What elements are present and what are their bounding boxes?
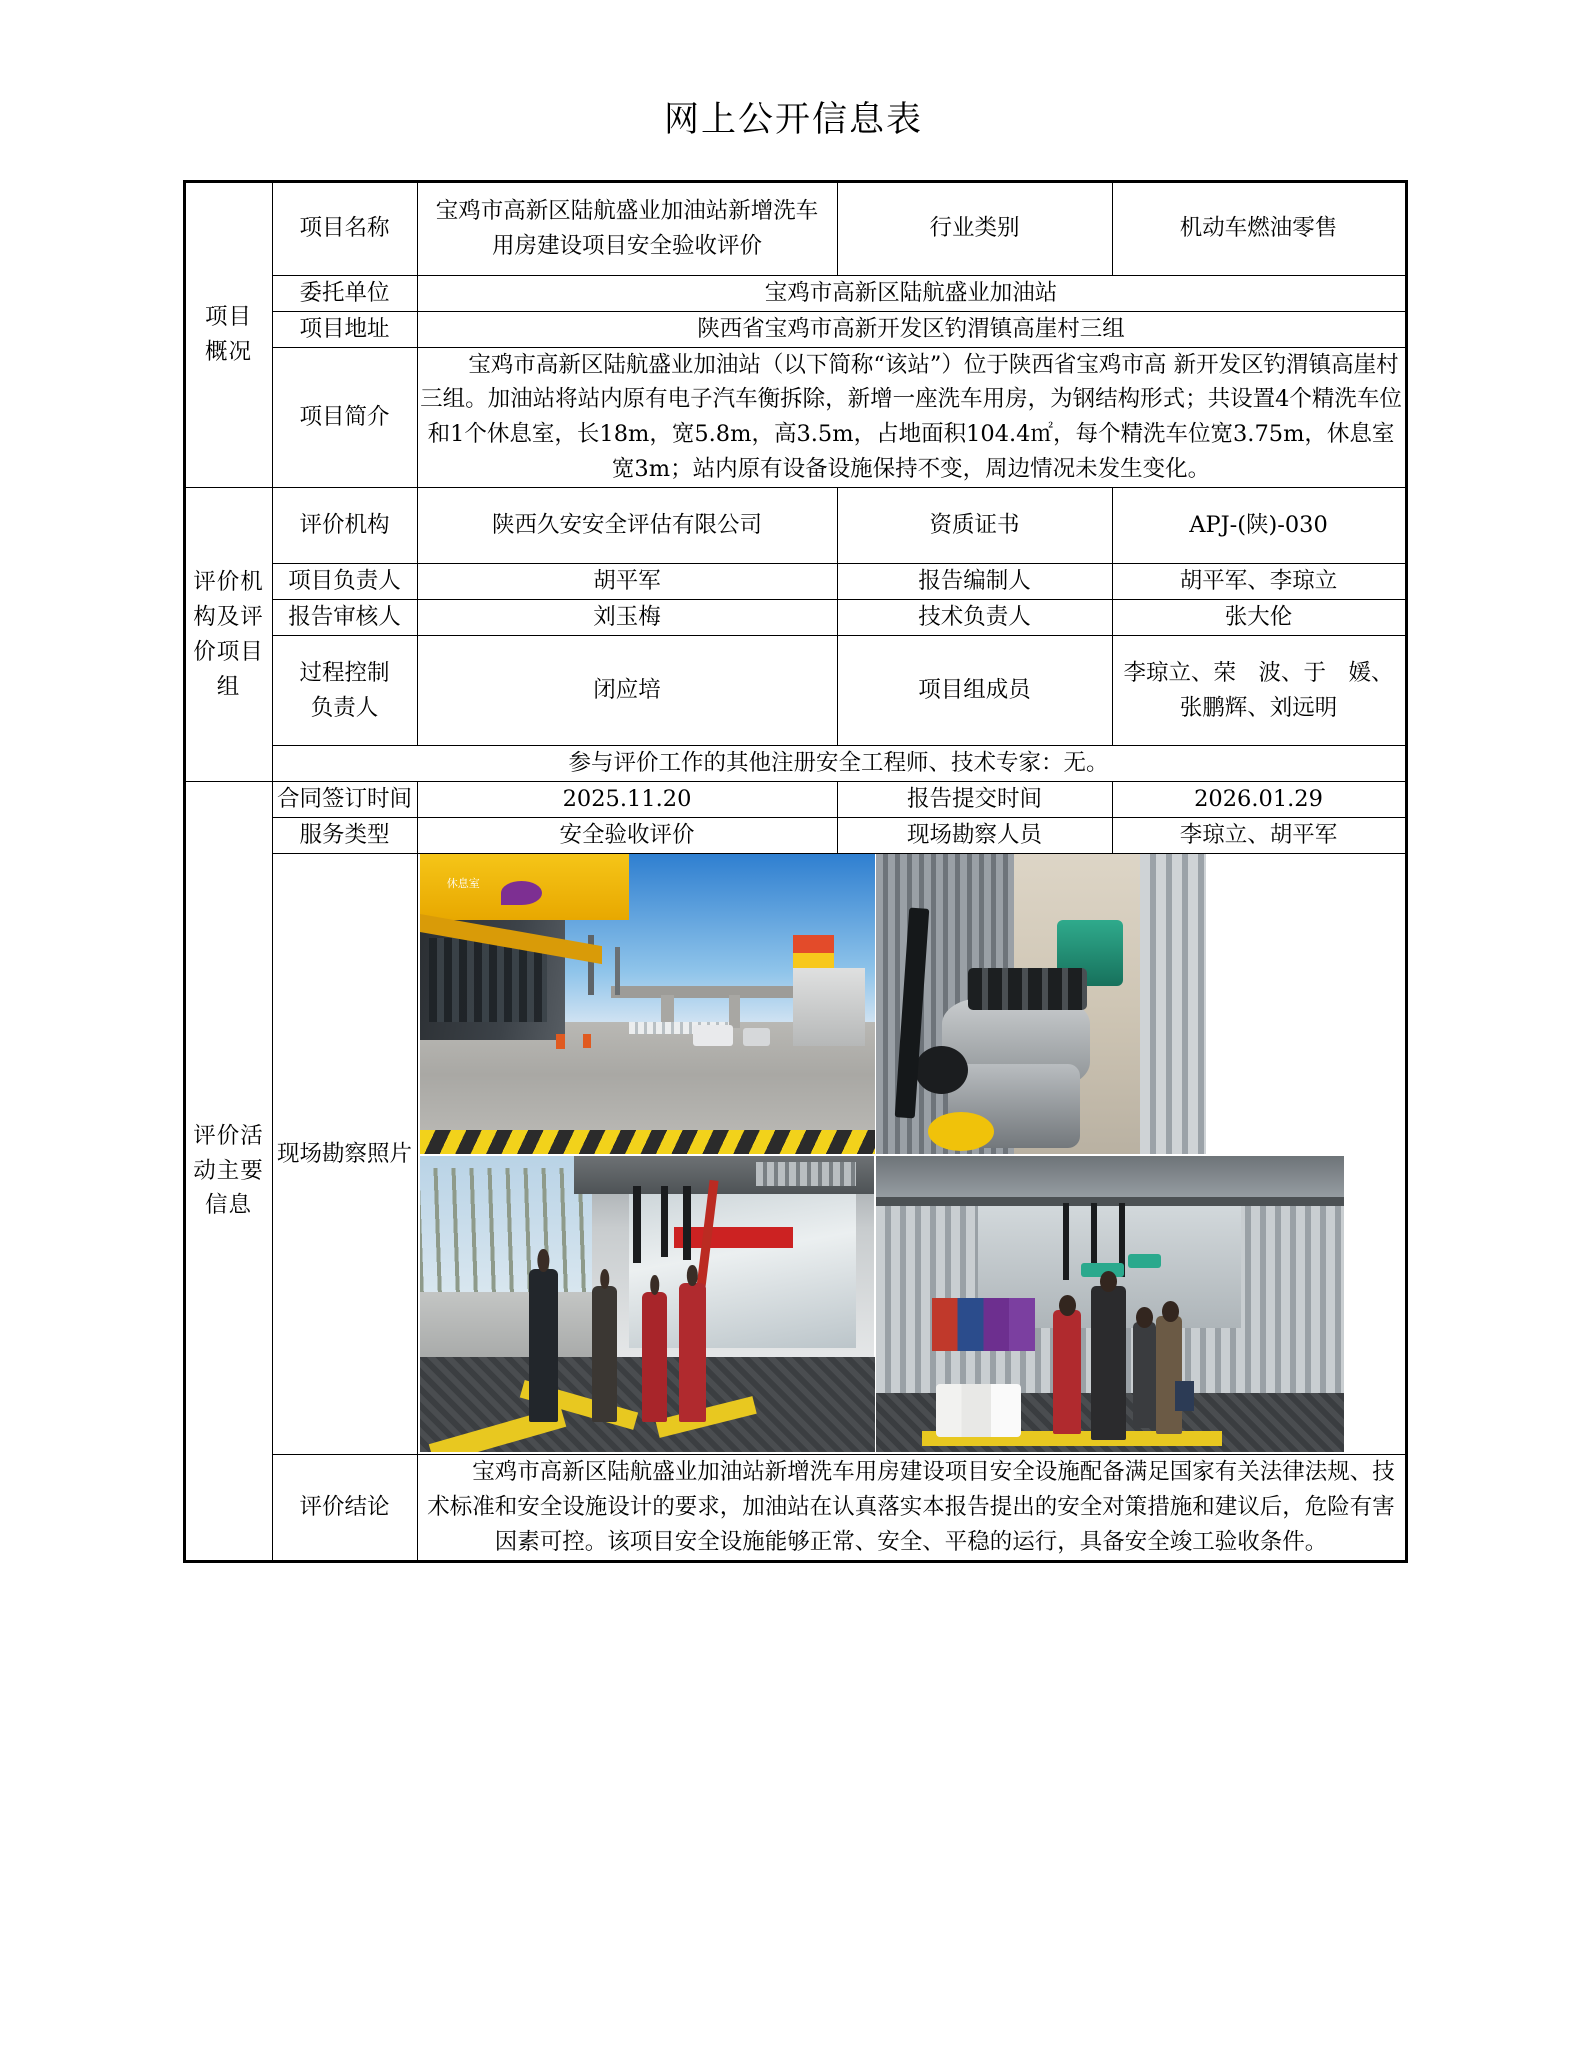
section-label-overview-l1: 项目 [204,304,252,331]
agency-author-label: 报告编制人 [837,563,1112,599]
photo-survey-outside-bay [420,1156,875,1452]
section-label-activity-l3: 信息 [204,1192,252,1219]
table-row [184,275,1406,311]
agency-tech-value: 张大伦 [1112,599,1406,635]
person [679,1283,706,1422]
parked-car [743,1028,770,1046]
section-label-activity [184,782,272,1561]
agency-tech-label: 技术负责人 [837,599,1112,635]
table-row [184,311,1406,347]
person [642,1292,667,1422]
intro-label: 项目简介 [272,347,417,488]
yellow-drum [928,1112,994,1151]
table-row [184,818,1406,854]
info-table-wrapper [183,180,1405,1563]
hanging-towels [932,1298,1035,1351]
contract-date-label: 合同签订时间 [272,782,417,818]
section-label-activity-l2: 动主要 [193,1157,264,1184]
hazard-curb-stripe [420,1130,875,1154]
green-tool-2 [1128,1254,1161,1269]
agency-org-label: 评价机构 [272,488,417,564]
industry-value: 机动车燃油零售 [1112,182,1406,276]
surveyor-value: 李琼立、胡平军 [1112,818,1406,854]
table-row [184,635,1406,746]
table-row [184,782,1406,818]
submit-date-label: 报告提交时间 [837,782,1112,818]
agency-pm-value: 胡平军 [417,563,837,599]
hanging-hose [633,1186,640,1263]
head [1059,1295,1076,1316]
site-survey-photos-cell [417,854,1406,1455]
agency-process-value: 闭应培 [417,635,837,746]
section-label-activity-l1: 评价活 [193,1122,264,1149]
head [687,1265,697,1286]
public-info-table [183,180,1408,1563]
section-label-overview-l2: 概况 [204,339,252,365]
agency-members-value: 李琼立、荣 波、于 媛、张鹏辉、刘远明 [1112,635,1406,746]
hanging-hose-3 [683,1186,690,1260]
section-label-overview [184,182,272,488]
person [529,1269,559,1423]
project-name-value: 宝鸡市高新区陆航盛业加油站新增洗车用房建设项目安全验收评价 [417,182,837,276]
traffic-cone [556,1034,565,1049]
agency-author-value: 胡平军、李琼立 [1112,563,1406,599]
metal-column [1140,854,1206,1154]
service-type-value: 安全验收评价 [417,818,837,854]
conclusion-value: 宝鸡市高新区陆航盛业加油站新增洗车用房建设项目安全设施配备满足国家有关法律法规、技术标准和安全设施设计的要求，加油站在认真落实本报告提出的安全对策措施和建议后，危险有害因素可控。该项目安全设施能够正常、安全、平稳的运行，具备安全竣工验收条件。 [417,1455,1406,1562]
section-label-agency-l4: 组 [216,673,241,700]
photo-collage [418,854,1405,1454]
outside-road [420,1292,602,1357]
photo-station-exterior [420,854,875,1154]
head [1136,1307,1153,1328]
overpass-pier-2 [729,995,740,1028]
table-row [184,347,1406,488]
traffic-cone-2 [583,1034,591,1048]
surveyor-label: 现场勘察人员 [837,818,1112,854]
person [1091,1286,1126,1440]
red-banner [674,1227,792,1248]
agency-cert-value: APJ-(陕)-030 [1112,488,1406,564]
person [592,1286,617,1422]
person [1156,1316,1182,1434]
address-label: 项目地址 [272,311,417,347]
parked-van [693,1025,734,1046]
person [1133,1322,1156,1429]
agency-members-label: 项目组成员 [837,635,1112,746]
table-row [184,854,1406,1455]
hanging-hose-2 [661,1186,668,1257]
section-label-agency-l3: 价项目 [193,638,264,665]
head [600,1269,610,1289]
project-name-label: 项目名称 [272,182,417,276]
far-shop [793,968,866,1046]
table-row [184,746,1406,782]
table-row [184,599,1406,635]
table-row [184,1455,1406,1562]
photos-label: 现场勘察照片 [272,854,417,1455]
table-row [184,488,1406,564]
section-label-agency-l1: 评价机 [193,568,264,595]
service-type-label: 服务类型 [272,818,417,854]
roof-vent [756,1162,856,1186]
section-label-agency [184,488,272,782]
handbag [1175,1381,1194,1411]
photo-wash-equipment [876,854,1206,1154]
section-label-agency-l2: 构及评 [193,603,264,630]
motor-bank [968,968,1087,1010]
table-row [184,182,1406,276]
agency-process-label: 过程控制负责人 [272,635,417,746]
person [1053,1310,1081,1434]
table-row [184,563,1406,599]
industry-label: 行业类别 [837,182,1112,276]
chemical-buckets [936,1384,1020,1437]
page-title: 网上公开信息表 [663,100,923,140]
agency-cert-label: 资质证书 [837,488,1112,564]
head [650,1275,660,1295]
intro-value: 宝鸡市高新区陆航盛业加油站（以下简称“该站”）位于陕西省宝鸡市高 新开发区钓渭镇高崖村三组。加油站将站内原有电子汽车衡拆除，新增一座洗车用房，为钢结构形式；共设置4个精洗车位和1个休息室，长18m，宽5.8m，高3.5m，占地面积104.4㎡，每个精洗车位宽3.75m，休息室宽3m；站内原有设备设施保持不变，周边情况未发生变化。 [417,347,1406,488]
submit-date-value: 2026.01.29 [1112,782,1406,818]
overpass [611,986,793,998]
ceiling-beam [876,1197,1344,1206]
power-tower-2 [615,947,620,995]
client-value: 宝鸡市高新区陆航盛业加油站 [417,275,1406,311]
address-value: 陕西省宝鸡市高新开发区钓渭镇高崖村三组 [417,311,1406,347]
ceiling [876,1156,1344,1203]
head [538,1249,549,1272]
head [1162,1301,1179,1322]
agency-reviewer-value: 刘玉梅 [417,599,837,635]
head [1100,1271,1117,1292]
client-label: 委托单位 [272,275,417,311]
agency-org-value: 陕西久安安全评估有限公司 [417,488,837,564]
agency-other-note: 参与评价工作的其他注册安全工程师、技术专家：无。 [272,746,1406,782]
conclusion-label: 评价结论 [272,1455,417,1562]
agency-reviewer-label: 报告审核人 [272,599,417,635]
black-tank [915,1046,968,1094]
contract-date-value: 2025.11.20 [417,782,837,818]
photo-survey-inside-bay [876,1156,1344,1452]
canopy-sign-text: 休息室 [446,877,480,890]
agency-pm-label: 项目负责人 [272,563,417,599]
hanging-hose [1063,1203,1070,1280]
